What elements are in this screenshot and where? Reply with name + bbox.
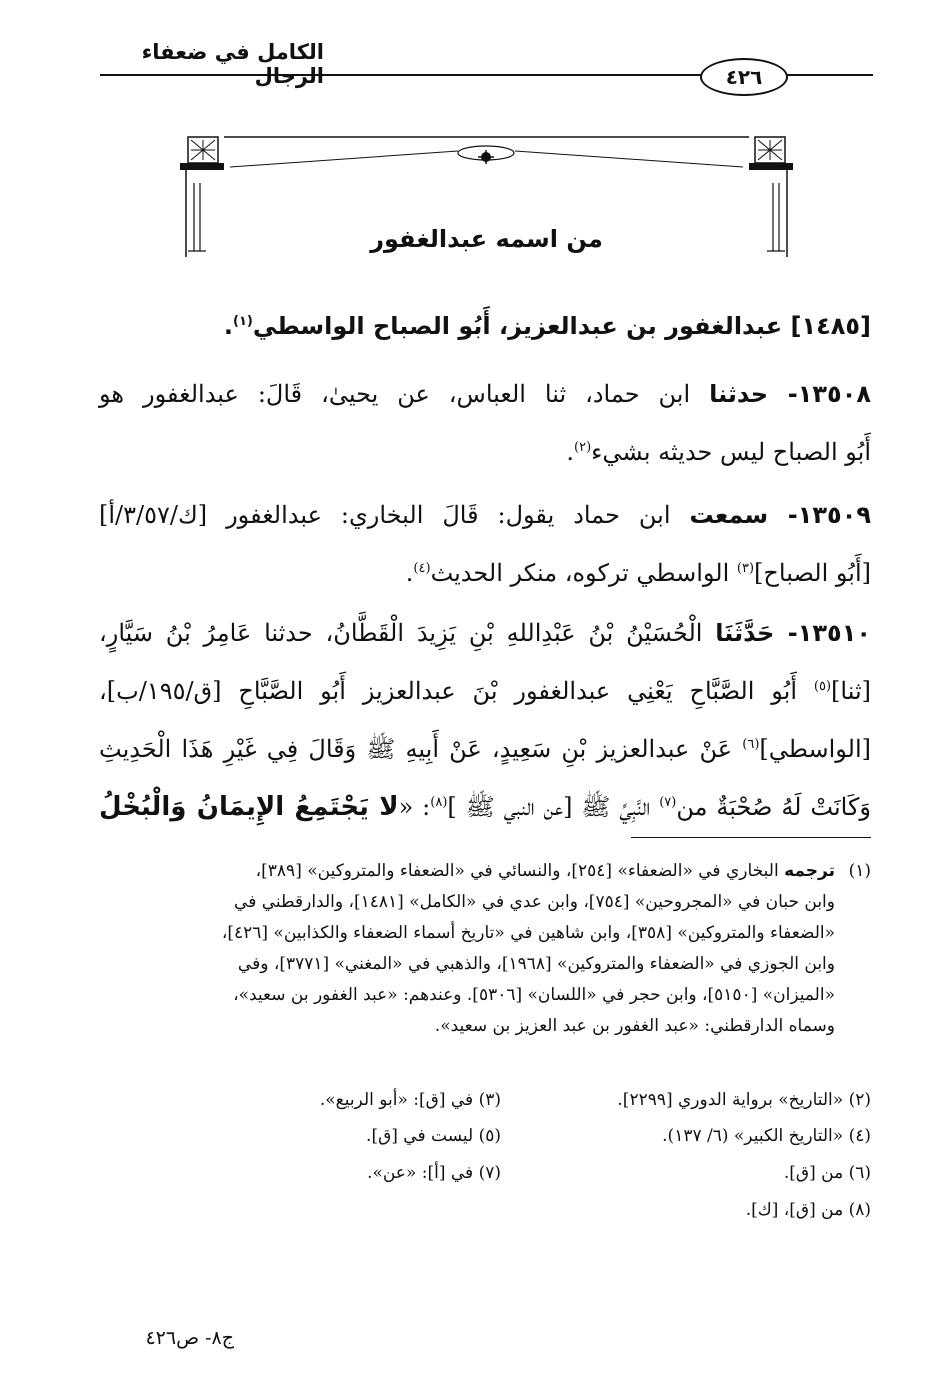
text-run: عَنْ عبدالعزيز بْنِ سَعِيدٍ، عَنْ أَبِيهِ ﷺ وَقَالَ فِي غَيْرِ هَذَا الْحَدِيثِ [99,735,743,763]
footnote-ref: (١) [233,314,253,329]
text-run: [أَبُو الصباح] [754,559,871,587]
text-line [99,421,871,479]
footnote-ref: (٥) [813,679,832,694]
narration-lead: حَدَّثَنَا [715,619,775,647]
footnote-1 [99,856,871,1042]
footnote-separator [631,837,871,838]
text-line [99,856,871,887]
text-line: «الميزان» [٥١٥٠]، وابن حجر في «اللسان» [٥٣٠٦]. وعندهم: «عبد الغفور بن سعيد»، [233,985,835,1005]
footnote-row [99,1126,871,1157]
page-number-badge: ٤٢٦ [700,58,788,96]
section-title: من اسمه عبدالغفور [370,225,603,253]
text-line [99,718,871,776]
text-line [99,367,871,421]
text-run: : « [398,793,431,821]
text-line: وابن الجوزي في «الضعفاء والمتروكين» [١٩٦٨]، والذهبي في «المغني» [٣٧٧١]، وفي [237,954,835,974]
footnote-ref: (٦) [742,737,760,752]
hadith-paragraph [99,606,871,834]
entry-heading-end: . [223,312,234,340]
text-line [99,488,871,542]
text-run: [ثنا] [831,677,871,705]
page-reference: ج٨- ص٤٢٦ [145,1327,234,1349]
footnote-ref: (٧) [659,795,677,810]
text-line [99,606,871,660]
hadith-number: ١٣٥٠٨- [768,380,871,408]
footnote-7: (٧) في [أ]: «عن». [367,1163,501,1183]
hadith-paragraph [99,367,871,479]
hadith-paragraph [99,488,871,600]
footnote-ref: (٣) [736,561,755,576]
footnote-number: (١) [848,861,871,881]
entry-heading [99,312,871,340]
footnote-5: (٥) ليست في [ق]. [366,1126,501,1146]
text-run: وَكَانَتْ لَهُ صُحْبَةٌ من [676,793,872,821]
text-line: وسماه الدارقطني: «عبد الغفور بن عبد العزيز بن سعيد». [434,1016,835,1036]
footnote-lead: ترجمه [784,861,835,881]
footnote-8: (٨) من [ق]، [ك]. [745,1200,871,1220]
text-line: «الضعفاء والمتروكين» [٣٥٨]، وابن شاهين في «تاريخ أسماء الضعفاء والكذابين» [٤٢٦]، [221,923,835,943]
entry-heading-text: [١٤٨٥] عبدالغفور بن عبدالعزيز، أَبُو الصباح الواسطي [252,312,871,340]
narration-lead: سمعت [689,501,769,529]
footnote-2: (٢) «التاريخ» برواية الدوري [٢٢٩٩]. [617,1090,871,1110]
text-run: [الواسطي] [759,735,871,763]
hadith-number: ١٣٥٠٩- [768,501,871,529]
text-line: وابن حبان في «المجروحين» [٧٥٤]، وابن عدي في «الكامل» [١٤٨١]، والدارقطني في [234,892,835,912]
text-run: البخاري في «الضعفاء» [٢٥٤]، والنسائي في «الضعفاء والمتروكين» [٣٨٩]، [255,861,785,881]
hadith-quote: لا يَجْتَمِعُ الإِيمَانُ وَالْبُخْلُ [99,792,399,822]
text-run: النَّبِيِّ ﷺ [عن النبي ﷺ ] [447,793,660,821]
text-run: . [405,559,414,587]
text-line [99,542,871,600]
footnote-row [99,1200,871,1231]
narration-lead: حدثنا [709,380,769,408]
footnote-ref: (٤) [413,561,431,576]
footnote-6: (٦) من [ق]. [783,1163,871,1183]
text-run: ابن حماد، ثنا العباس، عن يحيىٰ، قَالَ: عبدالغفور هو [99,380,710,408]
text-run: الْحُسَيْنُ بْنُ عَبْدِاللهِ بْنِ يَزِيدَ الْقَطَّانُ، حدثنا عَامِرُ بْنُ سَيَّارٍ، [99,619,716,647]
footnote-4: (٤) «التاريخ الكبير» (٦/ ١٣٧). [662,1126,871,1146]
text-run: أَبُو الصباح ليس حديثه بشيء [591,438,871,466]
footnote-ref: (٢) [574,440,592,455]
footnote-3: (٣) في [ق]: «أبو الربيع». [319,1090,501,1110]
text-run: . [566,438,574,466]
running-title: الكامل في ضعفاء الرجال [141,40,324,88]
text-run: الواسطي تركوه، منكر الحديث [430,559,737,587]
hadith-number: ١٣٥١٠- [774,619,871,647]
footnote-ref: (٨) [430,795,448,810]
text-run: ابن حماد يقول: قَالَ البخاري: عبدالغفور [ك/٣/٥٧/أ] [99,501,690,529]
text-line [99,776,871,834]
footnote-row [99,1163,871,1194]
text-run: أَبُو الصَّبَّاحِ يَعْنِي عبدالغفور بْنَ عبدالعزيز أَبُو الصَّبَّاحِ [ق/١٩٥/ب]، [99,677,814,705]
text-line [99,660,871,718]
footnote-row [99,1090,871,1121]
